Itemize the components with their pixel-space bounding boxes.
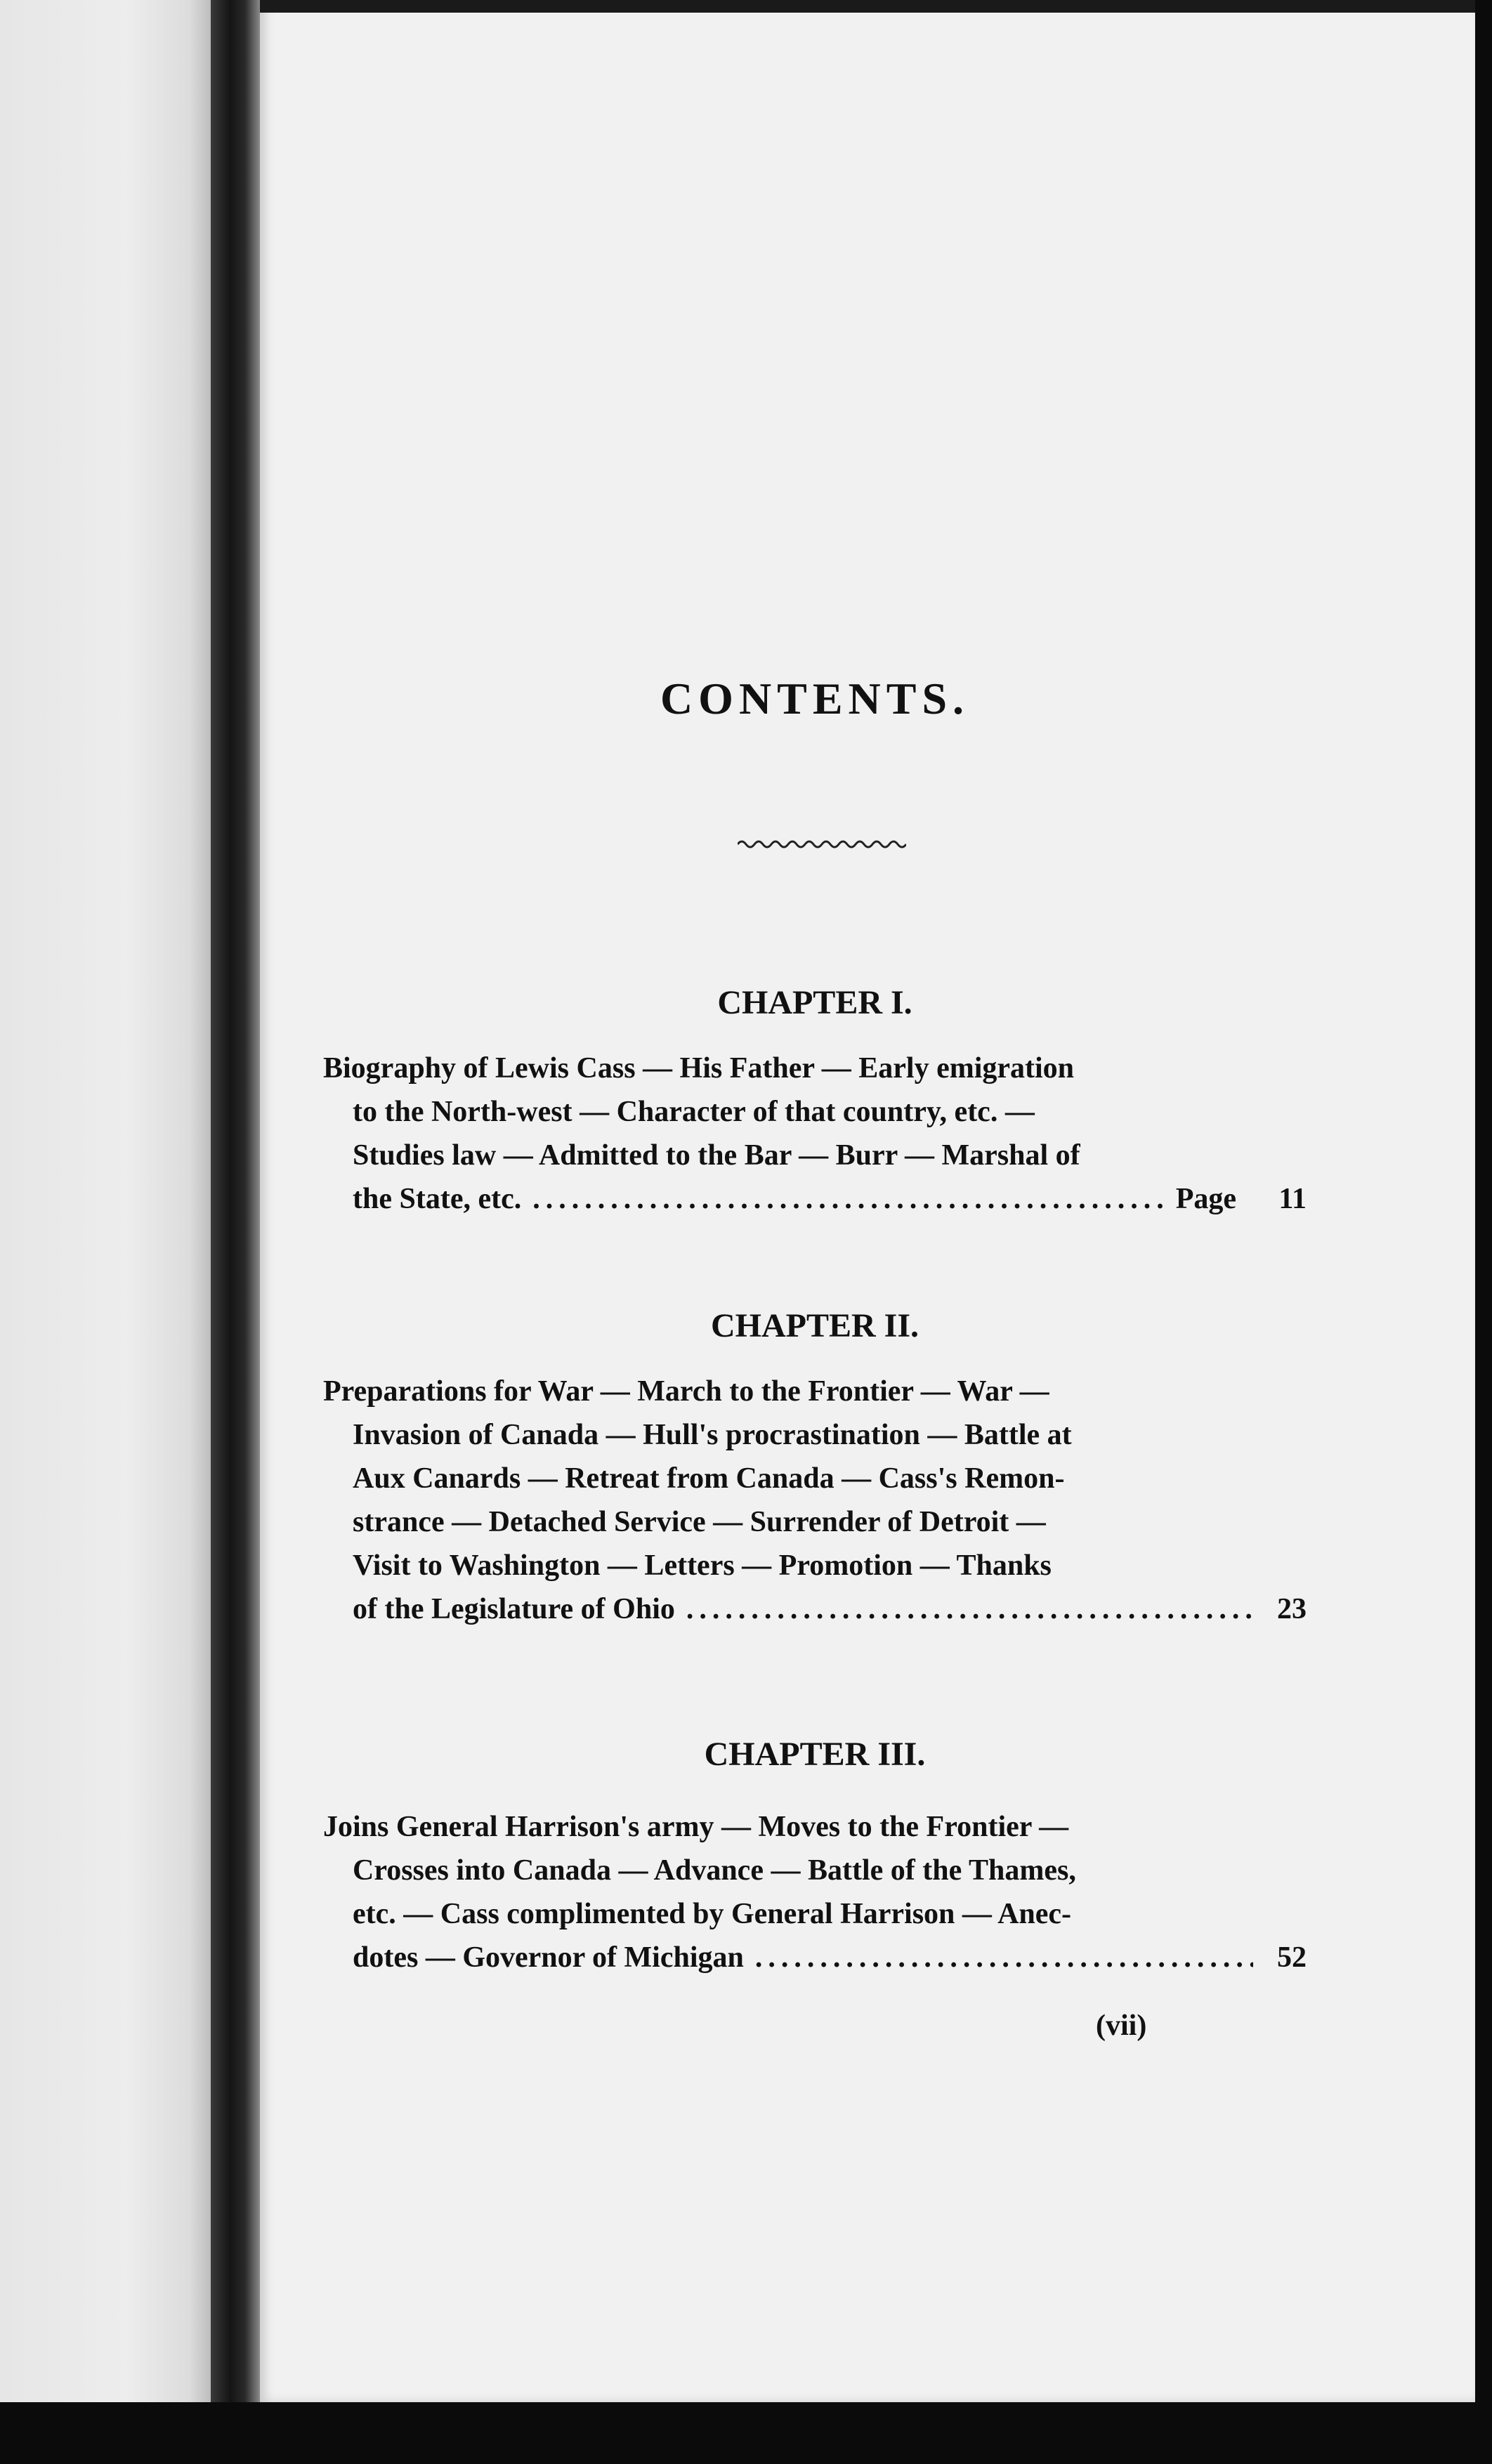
book-gutter <box>211 0 260 2416</box>
toc-line: strance — Detached Service — Surrender of Detroit — <box>353 1506 1046 1538</box>
toc-line: Crosses into Canada — Advance — Battle of the Thames, <box>353 1854 1076 1887</box>
dot-leader <box>532 1177 1164 1221</box>
toc-line: Joins General Harrison's army — Moves to the Frontier — <box>323 1811 1069 1843</box>
toc-line: Studies law — Admitted to the Bar — Burr — Marshal of <box>353 1139 1080 1172</box>
folio-number: (vii) <box>1096 2010 1147 2042</box>
page-top-edge <box>260 0 1475 13</box>
chapter-3-heading: CHAPTER III. <box>704 1736 926 1773</box>
page-number: 11 <box>1278 1183 1307 1215</box>
toc-line: Preparations for War — March to the Frontier — War — <box>323 1375 1049 1408</box>
chapter-2-heading: CHAPTER II. <box>710 1307 920 1344</box>
chapter-1-entry <box>323 1047 1307 1221</box>
scan-border <box>0 2402 1492 2464</box>
page-number: 52 <box>1277 1941 1307 1974</box>
facing-page-edge <box>0 0 211 2402</box>
toc-line: dotes — Governor of Michigan ..... 52 <box>323 1936 1307 1979</box>
page-title: CONTENTS. <box>660 674 970 723</box>
wavy-rule-ornament <box>738 836 906 853</box>
page-number: 23 <box>1277 1593 1307 1625</box>
toc-line: to the North-west — Character of that country, etc. — <box>353 1096 1035 1128</box>
toc-line: of the Legislature of Ohio ..... 23 <box>323 1587 1307 1631</box>
toc-line: Invasion of Canada — Hull's procrastination — Battle at <box>353 1419 1072 1451</box>
toc-line: etc. — Cass complimented by General Harrison — Anec- <box>353 1898 1072 1930</box>
toc-line: Aux Canards — Retreat from Canada — Cass's Remon- <box>353 1462 1065 1495</box>
dot-leader <box>755 1936 1253 1979</box>
chapter-3-entry <box>323 1805 1307 1979</box>
page-label: Page <box>1175 1183 1236 1215</box>
dot-leader <box>686 1587 1253 1631</box>
toc-line: Visit to Washington — Letters — Promotion — Thanks <box>353 1549 1052 1582</box>
chapter-2-entry <box>323 1370 1307 1631</box>
toc-line: Biography of Lewis Cass — His Father — Early emigration <box>323 1052 1075 1084</box>
chapter-1-heading: CHAPTER I. <box>717 984 912 1021</box>
toc-line: the State, etc. ..... Page 11 <box>323 1177 1307 1221</box>
